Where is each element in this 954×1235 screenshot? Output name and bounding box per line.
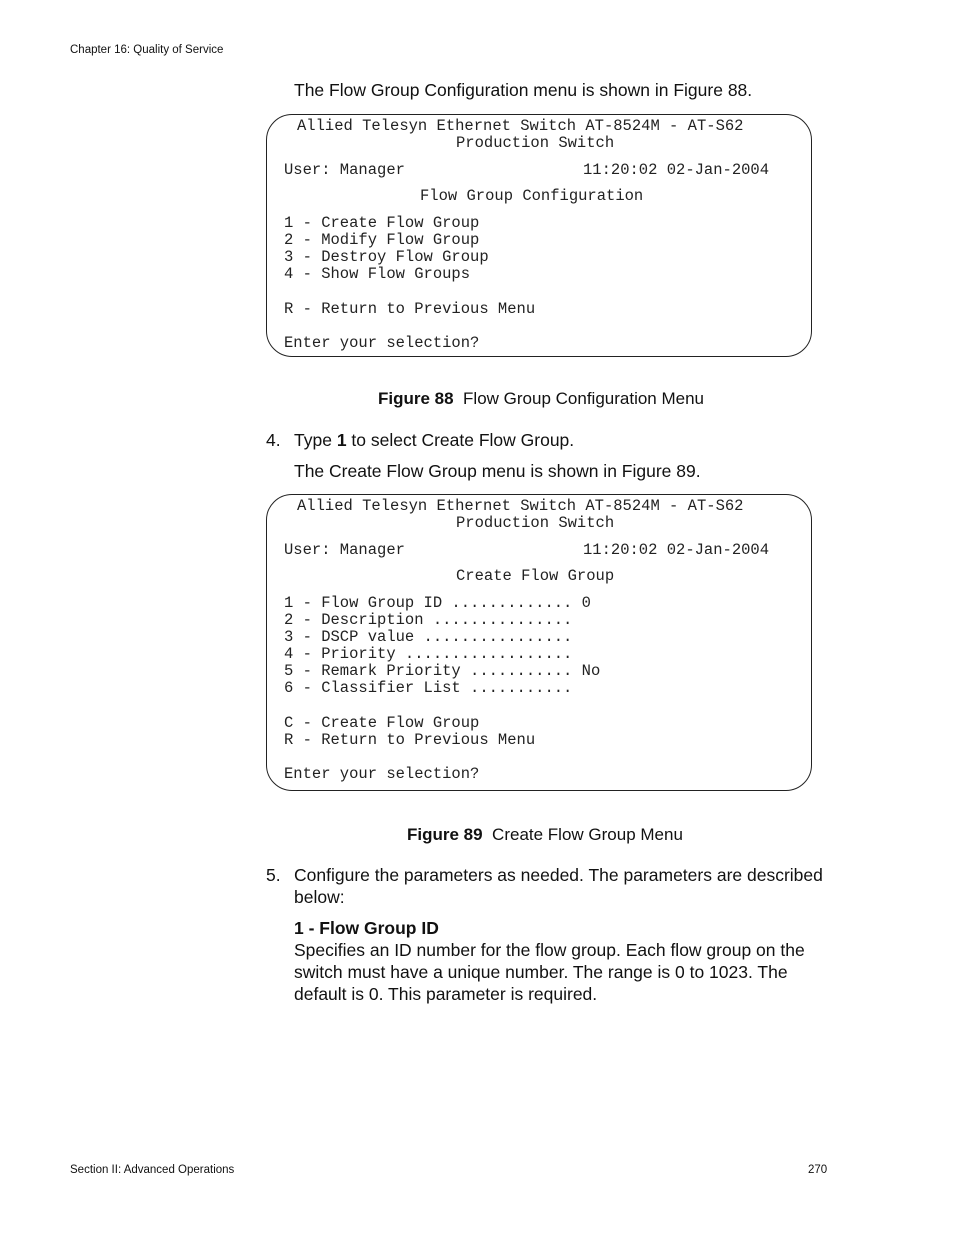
- menu-item: 1 - Create Flow Group: [284, 214, 480, 232]
- figure-88-caption: [378, 389, 704, 409]
- param-desc-line1: Specifies an ID number for the flow group. Each flow group on the: [294, 940, 805, 960]
- screen-menu-title: Flow Group Configuration: [420, 187, 644, 205]
- step-4-text: [294, 429, 574, 451]
- screen-prompt: Enter your selection?: [284, 334, 480, 352]
- param-heading: 1 - Flow Group ID: [294, 918, 439, 938]
- step-4-text-after: to select Create Flow Group.: [346, 430, 575, 450]
- caption-text: Create Flow Group Menu: [492, 825, 683, 844]
- figure-88-screen: [266, 114, 812, 357]
- screen-menu-title: Create Flow Group: [456, 567, 615, 585]
- screen-title-line1: Allied Telesyn Ethernet Switch AT-8524M - AT-S62: [297, 117, 744, 135]
- step-5-line2: below:: [294, 887, 345, 907]
- step-5-number: 5.: [266, 865, 281, 885]
- menu-item: 3 - DSCP value ................: [284, 628, 573, 646]
- screen-datetime: 11:20:02 02-Jan-2004: [583, 161, 770, 179]
- screen-user: User: Manager: [284, 161, 405, 179]
- step-4-text-before: Type: [294, 430, 337, 450]
- screen-datetime: 11:20:02 02-Jan-2004: [583, 541, 770, 559]
- menu-item-return: R - Return to Previous Menu: [284, 300, 536, 318]
- intro-text: The Flow Group Configuration menu is shown in Figure 88.: [294, 80, 753, 100]
- menu-item: 6 - Classifier List ...........: [284, 679, 573, 697]
- caption-text: Flow Group Configuration Menu: [463, 389, 705, 408]
- screen-prompt: Enter your selection?: [284, 765, 480, 783]
- screen-user: User: Manager: [284, 541, 405, 559]
- screen-title-line2: Production Switch: [456, 134, 615, 152]
- menu-item: 4 - Show Flow Groups: [284, 265, 471, 283]
- step-4-followup: The Create Flow Group menu is shown in Figure 89.: [294, 461, 701, 481]
- param-desc-line3: default is 0. This parameter is required.: [294, 984, 598, 1004]
- menu-item: 5 - Remark Priority ........... No: [284, 662, 601, 680]
- menu-item: 2 - Modify Flow Group: [284, 231, 480, 249]
- menu-item: 2 - Description ...............: [284, 611, 573, 629]
- menu-item-return: R - Return to Previous Menu: [284, 731, 536, 749]
- page-number: 270: [808, 1164, 828, 1176]
- chapter-header: Chapter 16: Quality of Service: [70, 44, 224, 56]
- menu-item: 4 - Priority ..................: [284, 645, 573, 663]
- figure-89-caption: [407, 825, 683, 845]
- figure-89-screen: [266, 494, 812, 791]
- screen-title-line1: Allied Telesyn Ethernet Switch AT-8524M - AT-S62: [297, 497, 744, 515]
- menu-item-create: C - Create Flow Group: [284, 714, 480, 732]
- menu-item: 3 - Destroy Flow Group: [284, 248, 489, 266]
- screen-title-line2: Production Switch: [456, 514, 615, 532]
- caption-label: Figure 89: [407, 825, 483, 844]
- step-4-number: 4.: [266, 430, 281, 450]
- param-desc-line2: switch must have a unique number. The range is 0 to 1023. The: [294, 962, 788, 982]
- menu-item: 1 - Flow Group ID ............. 0: [284, 594, 591, 612]
- step-4-bold: 1: [336, 430, 347, 450]
- step-5-line1: Configure the parameters as needed. The parameters are described: [294, 865, 823, 885]
- footer-section: Section II: Advanced Operations: [70, 1164, 235, 1176]
- caption-label: Figure 88: [378, 389, 454, 408]
